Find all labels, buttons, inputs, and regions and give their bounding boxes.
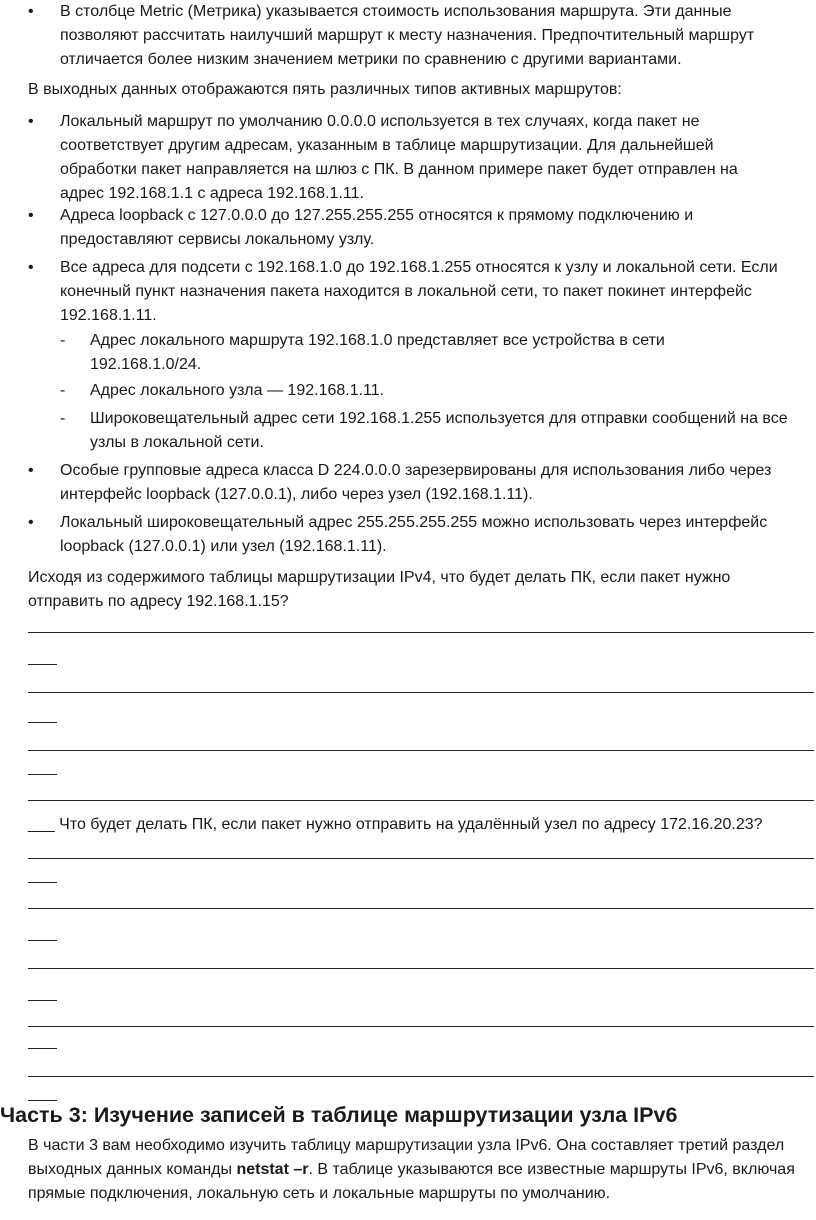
answer-line[interactable] xyxy=(28,968,814,969)
subitem-local-route: Адрес локального маршрута 192.168.1.0 представляет все устройства в сети 192.168.1.0/24. xyxy=(90,332,665,373)
answer-line-short[interactable] xyxy=(28,882,57,883)
answer-line[interactable] xyxy=(28,750,814,751)
answer-line[interactable] xyxy=(28,1076,814,1077)
answer-line-short[interactable] xyxy=(28,1048,57,1049)
bullet-marker: • xyxy=(28,514,34,531)
dash-marker: - xyxy=(60,410,66,427)
question-2 xyxy=(28,813,816,837)
part3-text-after: . В таблице указываются все известные маршруты IPv6, включая прямые подключения, локальную сеть и локальные маршруты по умолчанию. xyxy=(28,1161,795,1202)
bullet-marker: • xyxy=(28,3,34,20)
route-multicast: Особые групповые адреса класса D 224.0.0.0 зарезервированы для использования либо через интерфейс loopback (127.0.0.1), либо через узел (192.168.1.11). xyxy=(60,462,772,503)
route-subnet: Все адреса для подсети с 192.168.1.0 до 192.168.1.255 относятся к узлу и локальной сети. Если конечный пункт назначения пакета находится в локальной сети, то пакет покинет интерфейс 192.168.1.11. xyxy=(60,259,778,324)
bullet-marker: • xyxy=(28,462,34,479)
route-default: Локальный маршрут по умолчанию 0.0.0.0 используется в тех случаях, когда пакет не соответствует другим адресам, указанным в таблице маршрутизации. Для дальнейшей обработки пакет направляется на шлюз с ПК. В данном примере пакет будет отправлен на адрес 192.168.1.1 с адреса 192.168.1.11. xyxy=(60,113,738,202)
bullet-marker: • xyxy=(28,207,34,224)
answer-line[interactable] xyxy=(28,800,814,801)
dash-marker: - xyxy=(60,332,66,349)
route-loopback: Адреса loopback с 127.0.0.0 до 127.255.255.255 относятся к прямому подключению и предоставляют сервисы локальному узлу. xyxy=(60,207,694,248)
route-broadcast: Локальный широковещательный адрес 255.255.255.255 можно использовать через интерфейс loopback (127.0.0.1) или узел (192.168.1.11). xyxy=(60,514,768,555)
answer-line[interactable] xyxy=(28,908,814,909)
answer-line-short[interactable] xyxy=(28,940,57,941)
command-name: netstat –r xyxy=(236,1161,309,1178)
bullet-marker: • xyxy=(28,259,34,276)
subitem-local-host: Адрес локального узла — 192.168.1.11. xyxy=(90,382,385,399)
bullet-marker: • xyxy=(28,113,34,130)
answer-line[interactable] xyxy=(28,692,814,693)
answer-line[interactable] xyxy=(28,1026,814,1027)
answer-line[interactable] xyxy=(28,632,814,633)
question-2-text: Что будет делать ПК, если пакет нужно отправить на удалённый узел по адресу 172.16.20.23? xyxy=(54,816,763,833)
part3-heading: Часть 3: Изучение записей в таблице маршрутизации узла IPv6 xyxy=(0,1103,678,1127)
part3-text-before: В части 3 вам необходимо изучить таблицу маршрутизации узла IPv6. Она составляет третий раздел выходных данных команды xyxy=(28,1137,785,1178)
answer-line[interactable] xyxy=(28,858,814,859)
answer-line-short[interactable] xyxy=(28,1000,57,1001)
subitem-broadcast: Широковещательный адрес сети 192.168.1.255 используется для отправки сообщений на все узлы в локальной сети. xyxy=(90,410,788,451)
answer-line-short[interactable] xyxy=(28,664,57,665)
question-1: Исходя из содержимого таблицы маршрутизации IPv4, что будет делать ПК, если пакет нужно отправить по адресу 192.168.1.15? xyxy=(28,569,731,610)
dash-marker: - xyxy=(60,382,66,399)
part3-paragraph xyxy=(28,1134,798,1206)
answer-blank[interactable]: ___ xyxy=(28,816,55,833)
answer-line-short[interactable] xyxy=(28,774,57,775)
routes-intro: В выходных данных отображаются пять различных типов активных маршрутов: xyxy=(28,81,622,98)
answer-line-short[interactable] xyxy=(28,722,57,723)
metric-description: В столбце Metric (Метрика) указывается стоимость использования маршрута. Эти данные позволяют рассчитать наилучший маршрут к месту назначения. Предпочтительный маршрут отличается более низким значением метрики по сравнению с другими вариантами. xyxy=(60,3,755,68)
